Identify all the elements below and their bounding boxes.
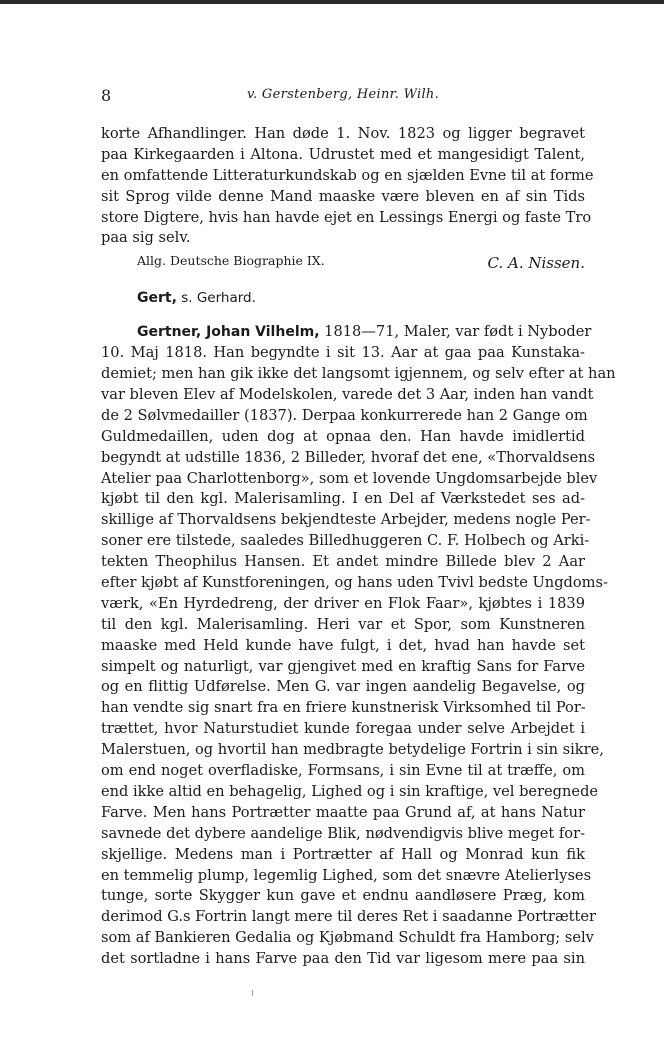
text-line: 10. Maj 1818. Han begyndte i sit 13. Aar at gaa paa Kunstaka- <box>101 344 585 362</box>
biography-entry <box>101 322 616 970</box>
text-line: tunge, sorte Skygger kun gave et endnu aandløsere Præg, kom <box>101 887 585 905</box>
text-line: paa Kirkegaarden i Altona. Udrustet med et mangesidigt Talent, <box>101 145 585 163</box>
running-head <box>101 86 585 108</box>
cross-reference-headword: Gert, <box>137 290 177 307</box>
text-line: trættet, hvor Naturstudiet kunde foregaa under selve Arbejdet i <box>101 720 585 738</box>
text-line: han vendte sig snart fra en friere kunstnerisk Virksomhed til Por- <box>101 699 586 717</box>
entry-first-line-text: 1818—71, Maler, var født i Nyboder <box>319 323 592 341</box>
page-number: 8 <box>101 86 112 105</box>
text-line: maaske med Held kunde have fulgt, i det, hvad han havde set <box>101 636 585 654</box>
text-line: skjellige. Medens man i Portrætter af Hall og Monrad kun fik <box>101 845 585 863</box>
text-line: om end noget overfladiske, Formsans, i sin Evne til at træffe, om <box>101 762 585 780</box>
text-line: Atelier paa Charlottenborg», som et lovende Ungdomsarbejde blev <box>101 469 598 487</box>
text-line: simpelt og naturligt, var gjengivet med en kraftig Sans for Farve <box>101 657 585 675</box>
text-line: Malerstuen, og hvortil han medbragte betydelige Fortrin i sin sikre, <box>101 741 604 759</box>
previous-entry-tail <box>101 124 594 273</box>
text-line: korte Afhandlinger. Han døde 1. Nov. 1823 og ligger begravet <box>101 125 585 142</box>
text-line: en temmelig plump, legemlig Lighed, som det snævre Atelierlyses <box>101 866 592 884</box>
text-line: tekten Theophilus Hansen. Et andet mindre Billede blev 2 Aar <box>101 553 585 571</box>
text-line: savnede det dybere aandelige Blik, nødvendigvis blive meget for- <box>101 824 585 842</box>
text-line: en omfattende Litteraturkundskab og en sjælden Evne til at forme <box>101 166 594 184</box>
cross-reference-text: s. Gerhard. <box>176 290 256 307</box>
entry-headword: Gertner, Johan Vilhelm, <box>137 324 320 341</box>
text-line: paa sig selv. <box>101 229 191 247</box>
text-line: end ikke altid en behagelig, Lighed og i sin kraftige, vel beregnede <box>101 782 599 800</box>
author-signature: C. A. Nissen. <box>487 254 585 273</box>
text-line: store Digtere, hvis han havde ejet en Lessings Energi og faste Tro <box>101 208 592 226</box>
text-line: skillige af Thorvaldsens bekjendteste Arbejder, medens nogle Per- <box>101 511 591 529</box>
text-line: kjøbt til den kgl. Malerisamling. I en Del af Værkstedet ses ad- <box>101 490 585 508</box>
text-line: til den kgl. Malerisamling. Heri var et Spor, som Kunstneren <box>101 615 585 633</box>
page-top-border <box>0 0 664 4</box>
text-line: var bleven Elev af Modelskolen, varede det 3 Aar, inden han vandt <box>101 386 594 404</box>
text-line: Farve. Men hans Portrætter maatte paa Grund af, at hans Natur <box>101 803 585 821</box>
text-line: begyndt at udstille 1836, 2 Billeder, hvoraf det ene, «Thorvaldsens <box>101 448 596 466</box>
text-line: Guldmedaillen, uden dog at opnaa den. Han havde imidlertid <box>101 427 585 445</box>
text-line: værk, «En Hyrdedreng, der driver en Flok Faar», kjøbtes i 1839 <box>101 594 585 612</box>
text-line: som af Bankieren Gedalia og Kjøbmand Schuldt fra Hamborg; selv <box>101 929 594 947</box>
cross-reference-entry <box>101 287 585 309</box>
text-line: det sortladne i hans Farve paa den Tid var ligesom mere paa sin <box>101 950 585 968</box>
text-line: de 2 Sølvmedailler (1837). Derpaa konkurrerede han 2 Gange om <box>101 406 588 424</box>
book-page <box>101 86 616 970</box>
source-line <box>101 250 585 272</box>
running-title: v. Gerstenberg, Heinr. Wilh. <box>246 87 440 102</box>
text-line: sit Sprog vilde denne Mand maaske være bleven en af sin Tids <box>101 187 585 205</box>
source-reference: Allg. Deutsche Biographie IX. <box>137 253 325 269</box>
text-line: demiet; men han gik ikke det langsomt igjennem, og selv efter at han <box>101 365 616 383</box>
text-line: efter kjøbt af Kunstforeningen, og hans uden Tvivl bedste Ungdoms- <box>101 574 608 592</box>
text-line: derimod G.s Fortrin langt mere til deres Ret i saadanne Portrætter <box>101 908 596 926</box>
text-line: og en flittig Udførelse. Men G. var ingen aandelig Begavelse, og <box>101 678 585 696</box>
entry-first-line <box>101 322 592 343</box>
text-line: soner ere tilstede, saaledes Billedhuggeren C. F. Holbech og Arki- <box>101 532 590 550</box>
scan-speck <box>252 990 253 996</box>
